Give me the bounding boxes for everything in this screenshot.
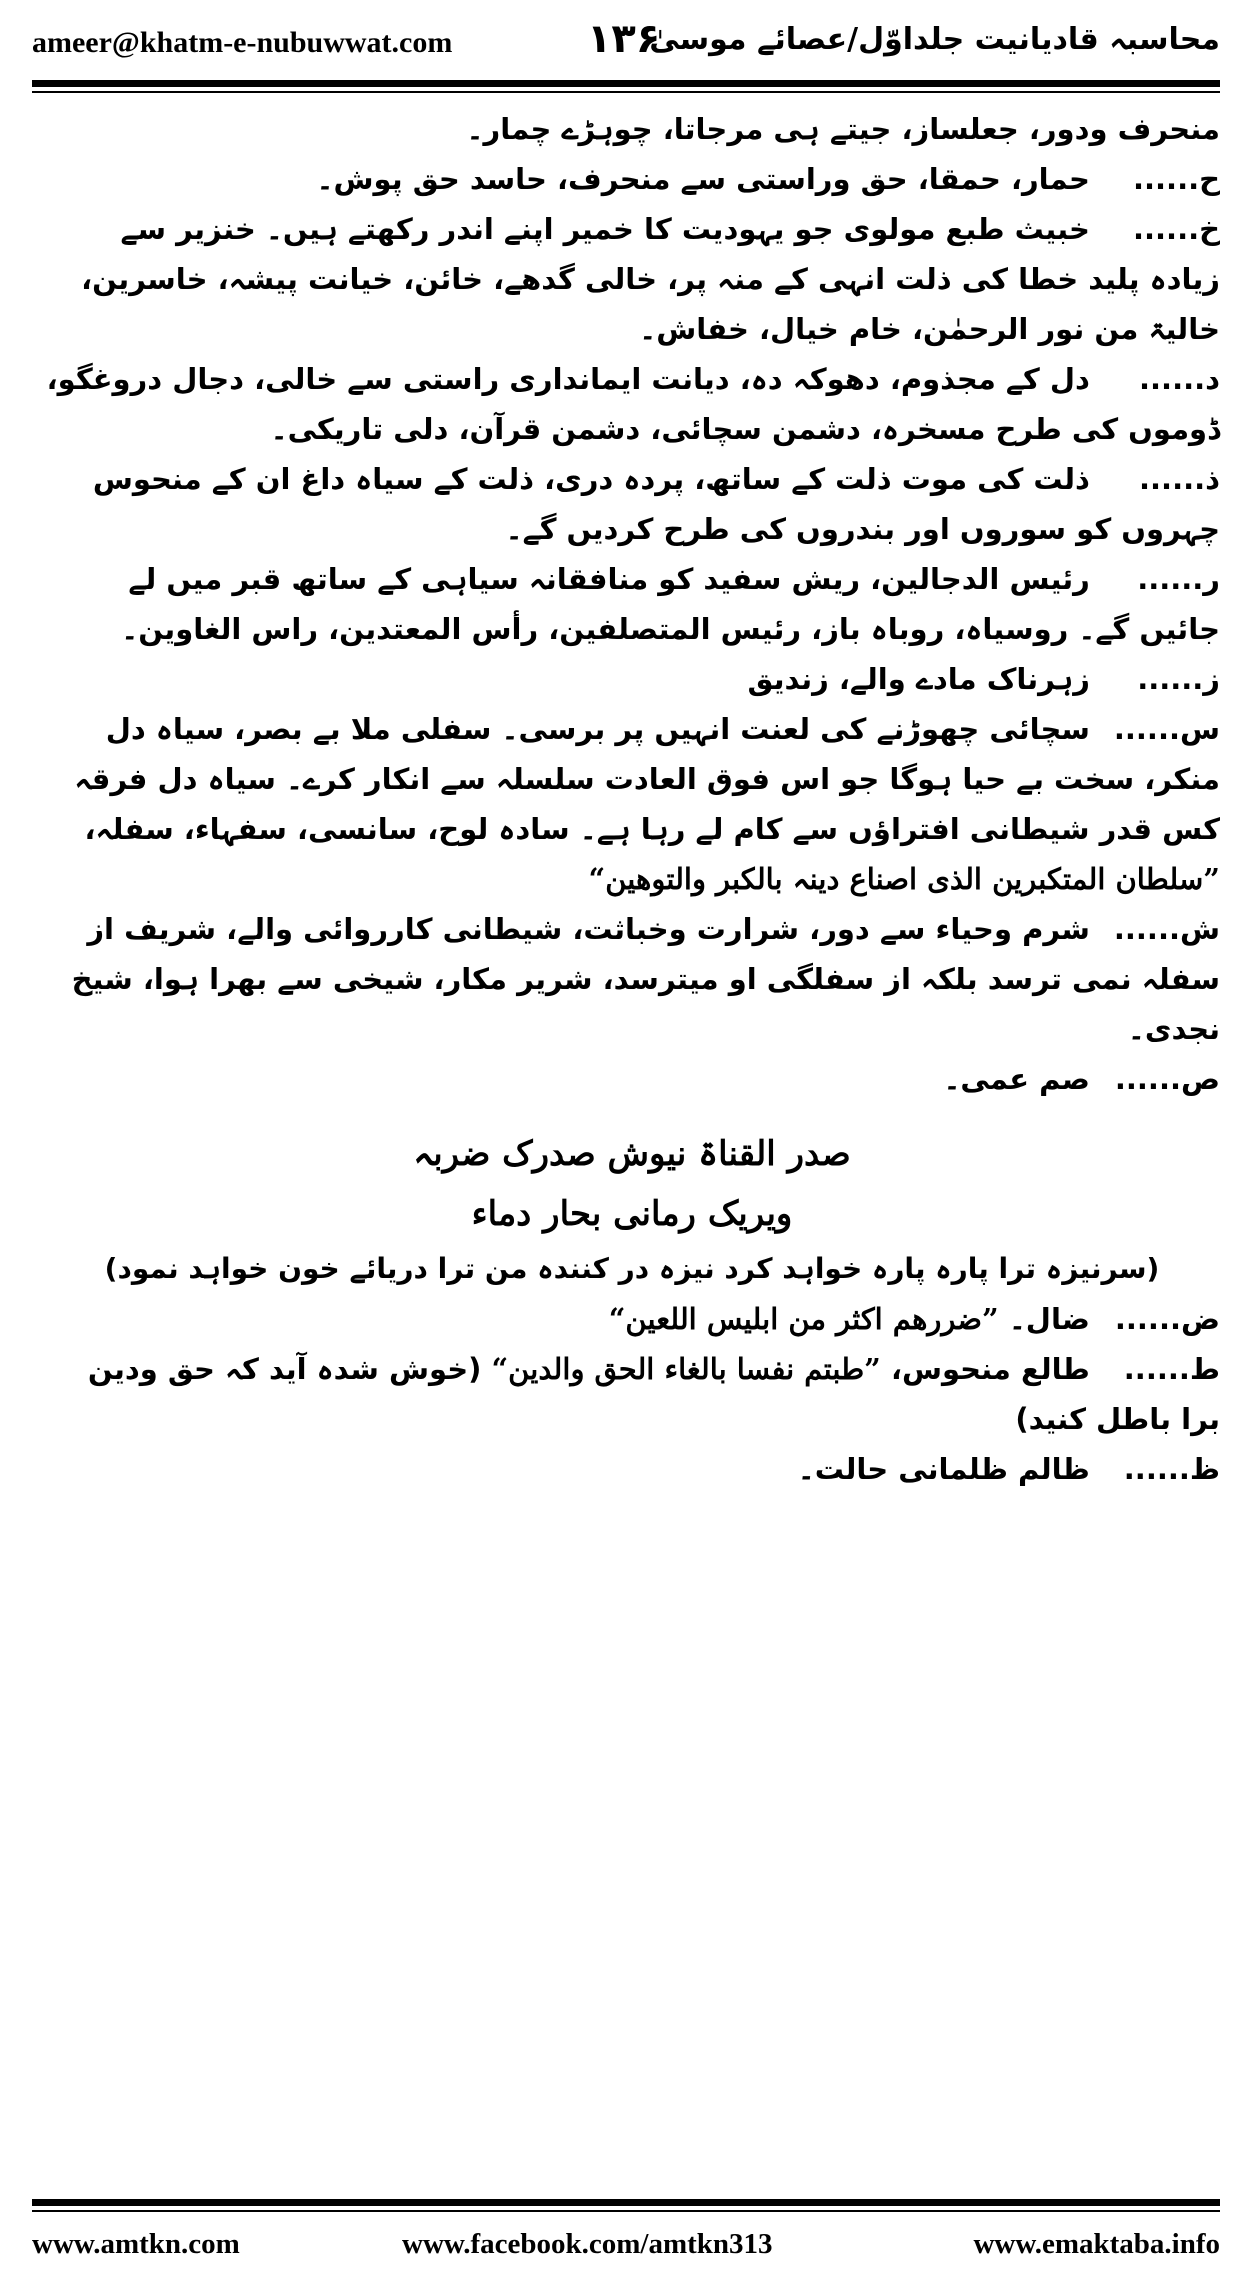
entry-text: ذلت کی موت ذلت کے ساتھ، پردہ دری، ذلت کے سیاہ داغ ان کے منحوس چہروں کو سوروں اور بندروں کی طرح کردیں گے۔ [92, 462, 1220, 546]
verse-line-1: صدر القناۃ نیوش صدرک ضربہ [413, 1134, 851, 1174]
entry-letter: ص...... [1114, 1062, 1220, 1096]
running-title: محاسبہ قادیانیت جلداوّل/عصائے موسیٰ [649, 22, 1220, 57]
footer-rule-thick [32, 2199, 1220, 2206]
entry-sheen [44, 904, 1220, 1054]
entry-ta [44, 1344, 1220, 1444]
arabic-quote: ”سلطان المتکبرین الذی اصناع دینہ بالکبر والتوھین“ [588, 862, 1220, 896]
entry-text: دل کے مجذوم، دھوکہ دہ، دیانت ایمانداری راستی سے خالی، دجال دروغگو، ڈوموں کی طرح مسخرہ، دشمن سچائی، دشمن قرآن، دلی تاریکی۔ [46, 362, 1220, 446]
entry-letter: ر...... [1137, 562, 1220, 596]
entry-letter: ز...... [1137, 662, 1220, 696]
entry-letter: خ...... [1133, 212, 1220, 246]
entry-text: صم عمی۔ [943, 1062, 1090, 1096]
header-rule-thick [32, 80, 1220, 87]
main-text [44, 104, 1220, 1494]
footer-link-emaktaba[interactable]: www.emaktaba.info [973, 2228, 1220, 2260]
page-number: ۱۳۶ [587, 16, 661, 62]
paragraph-intro: منحرف ودور، جعلساز، جیتے ہی مرجاتا، چوہڑے چمار۔ [466, 112, 1220, 146]
entry-letter: س...... [1113, 712, 1220, 746]
entry-text: سچائی چھوڑنے کی لعنت انہیں پر برسی۔ سفلی ملا بے بصر، سیاہ دل منکر، سخت بے حیا ہوگا جو اس فوق العادت سلسلہ سے انکار کرے۔ سیاہ دل فرقہ کس قدر شیطانی افتراؤں سے کام لے رہا ہے۔ سادہ لوح، سانسی، سفہاء، سفلہ، [74, 712, 1220, 846]
entry-text: زہرناک مادے والے، زندیق [747, 662, 1090, 696]
entry-kha [44, 204, 1220, 354]
entry-letter: ط...... [1123, 1352, 1220, 1386]
entry-letter: ظ...... [1123, 1452, 1220, 1486]
arabic-quote: ”ضررھم اکثر من ابلیس اللعین“ [608, 1302, 999, 1336]
entry-text: شرم وحیاء سے دور، شرارت وخباثت، شیطانی کارروائی والے، شریف از سفلہ نمی ترسد بلکہ از سفلگی او میترسد، شریر مکار، شیخی سے بھرا ہوا، شیخ نجدی۔ [71, 912, 1220, 1046]
arabic-verse [44, 1124, 1220, 1244]
entry-seen [44, 704, 1220, 904]
page-header [32, 14, 1220, 70]
footer-rule-thin [32, 2210, 1220, 2212]
verse-translation: (سرنیزہ ترا پارہ پارہ خواہد کرد نیزہ در کنندہ من ترا دریائے خون خواہد نمود) [104, 1252, 1160, 1285]
entry-zay [44, 1444, 1220, 1494]
entry-text: ظالم ظلمانی حالت۔ [797, 1452, 1090, 1486]
entry-dad [44, 1294, 1220, 1344]
entry-letter: ح...... [1133, 162, 1220, 196]
entry-letter: ض...... [1114, 1302, 1220, 1336]
entry-dal [44, 354, 1220, 454]
entry-letter: د...... [1139, 362, 1220, 396]
entry-text: رئیس الدجالین، ریش سفید کو منافقانہ سیاہی کے ساتھ قبر میں لے جائیں گے۔ روسیاہ، روباہ باز، رئیس المتصلفین، رأس المعتدین، راس الغاوین۔ [121, 562, 1220, 646]
entry-text: خبیث طبع مولوی جو یہودیت کا خمیر اپنے اندر رکھتے ہیں۔ خنزیر سے زیادہ پلید خطا کی ذلت انہی کے منہ پر، خالی گدھے، خائن، خیانت پیشہ، خاسرین، خالیۃ من نور الرحمٰن، خام خیال، خفاش۔ [81, 212, 1220, 346]
verse-line-2: ویریک رمانی بحار دماء [471, 1194, 793, 1234]
entry-text: طالع منحوس، [890, 1352, 1090, 1386]
entry-text: ضال۔ [1008, 1302, 1090, 1336]
entry-letter: ذ...... [1139, 462, 1220, 496]
entry-ra [44, 554, 1220, 654]
entry-text: حمار، حمقا، حق وراستی سے منحرف، حاسد حق پوش۔ [316, 162, 1090, 196]
header-rule-thin [32, 91, 1220, 93]
entry-ha [44, 154, 1220, 204]
entry-sad [44, 1054, 1220, 1104]
page-footer [32, 2222, 1220, 2268]
entry-za [44, 654, 1220, 704]
footer-link-facebook[interactable]: www.facebook.com/amtkn313 [402, 2228, 773, 2260]
footer-link-amtkn[interactable]: www.amtkn.com [32, 2228, 240, 2260]
arabic-quote: ”طبتم نفسا بالغاء الحق والدین“ [491, 1352, 881, 1386]
entry-letter: ش...... [1113, 912, 1220, 946]
persian-gloss: (خوش شدہ آید کہ حق ودین برا باطل کنید) [87, 1352, 1220, 1436]
header-email: ameer@khatm-e-nubuwwat.com [32, 26, 453, 59]
entry-dhal [44, 454, 1220, 554]
